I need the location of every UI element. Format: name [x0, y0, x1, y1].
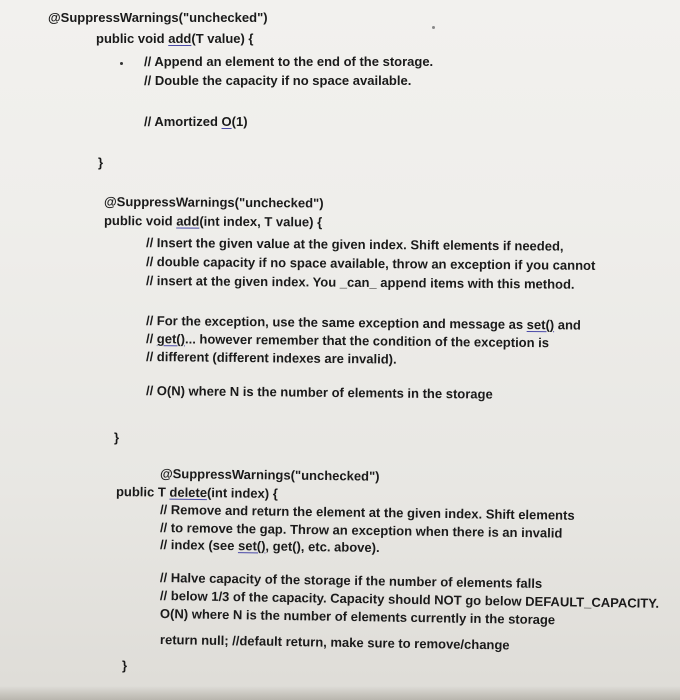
specks — [432, 26, 435, 29]
comment-line: // double capacity if no space available, throw an exception if you cannot — [145, 254, 596, 273]
method-name: add — [168, 31, 192, 46]
halve-comment: O(N) where N is the number of elements currently in the storage — [159, 606, 556, 628]
method-name: delete — [169, 484, 208, 501]
amortized-suffix: (1) — [231, 114, 248, 129]
comment-line: // Insert the given value at the given index. Shift elements if needed, — [145, 235, 564, 254]
bullet-dot — [120, 62, 123, 65]
amortized-prefix: // Amortized — [144, 114, 222, 129]
sig-suffix: (int index) { — [206, 485, 278, 501]
exc-suffix: and — [554, 317, 581, 333]
comment-line: // insert at the given index. You _can_ append items with this method. — [145, 273, 575, 292]
comment-line: // to remove the gap. Throw an exception when there is an invalid — [159, 520, 563, 541]
sig-suffix: (int index, T value) { — [199, 213, 323, 230]
get-ref: get() — [156, 331, 186, 347]
annotation-2: @SuppressWarnings("unchecked") — [103, 194, 324, 211]
closing-brace: } — [114, 430, 120, 445]
amortized-o: O — [221, 114, 232, 129]
exception-comment: // different (different indexes are invalid). — [145, 349, 397, 367]
index-suffix: , get(), etc. above). — [265, 538, 380, 556]
comment-line: // Remove and return the element at the given index. Shift elements — [159, 502, 575, 523]
exc-prefix: // For the exception, use the same exception and message as — [145, 313, 527, 332]
comment-line: // Append an element to the end of the storage. — [144, 54, 434, 69]
sig-prefix: public T — [115, 484, 170, 500]
annotation-1: @SuppressWarnings("unchecked") — [48, 10, 268, 25]
annotation-3: @SuppressWarnings("unchecked") — [159, 466, 380, 484]
sig-prefix: public void — [96, 31, 169, 46]
method-name: add — [176, 213, 200, 229]
page-edge-shadow — [0, 686, 680, 700]
index-prefix: // index (see — [159, 537, 239, 554]
exc-suffix: ... however remember that the condition of the exception is — [184, 331, 550, 351]
return-line: return null; //default return, make sure to remove/change — [159, 632, 510, 653]
set-ref: set() — [237, 538, 266, 554]
halve-comment: // Halve capacity of the storage if the number of elements falls — [159, 570, 543, 592]
set-ref: set() — [526, 316, 555, 333]
index-comment — [160, 537, 380, 556]
sig-prefix: public void — [103, 213, 177, 229]
closing-brace: } — [122, 658, 128, 673]
signature-3 — [116, 484, 278, 502]
complexity-comment: // O(N) where N is the number of elements in the storage — [145, 383, 493, 402]
sig-suffix: (T value) { — [191, 31, 254, 46]
halve-comment: // below 1/3 of the capacity. Capacity should NOT go below DEFAULT_CAPACITY. — [159, 588, 660, 611]
signature-1 — [96, 31, 253, 47]
signature-2 — [104, 213, 322, 231]
amortized-comment — [144, 114, 248, 130]
exc-prefix: // — [145, 331, 157, 347]
comment-line: // Double the capacity if no space available. — [144, 73, 412, 88]
closing-brace: } — [98, 155, 104, 170]
